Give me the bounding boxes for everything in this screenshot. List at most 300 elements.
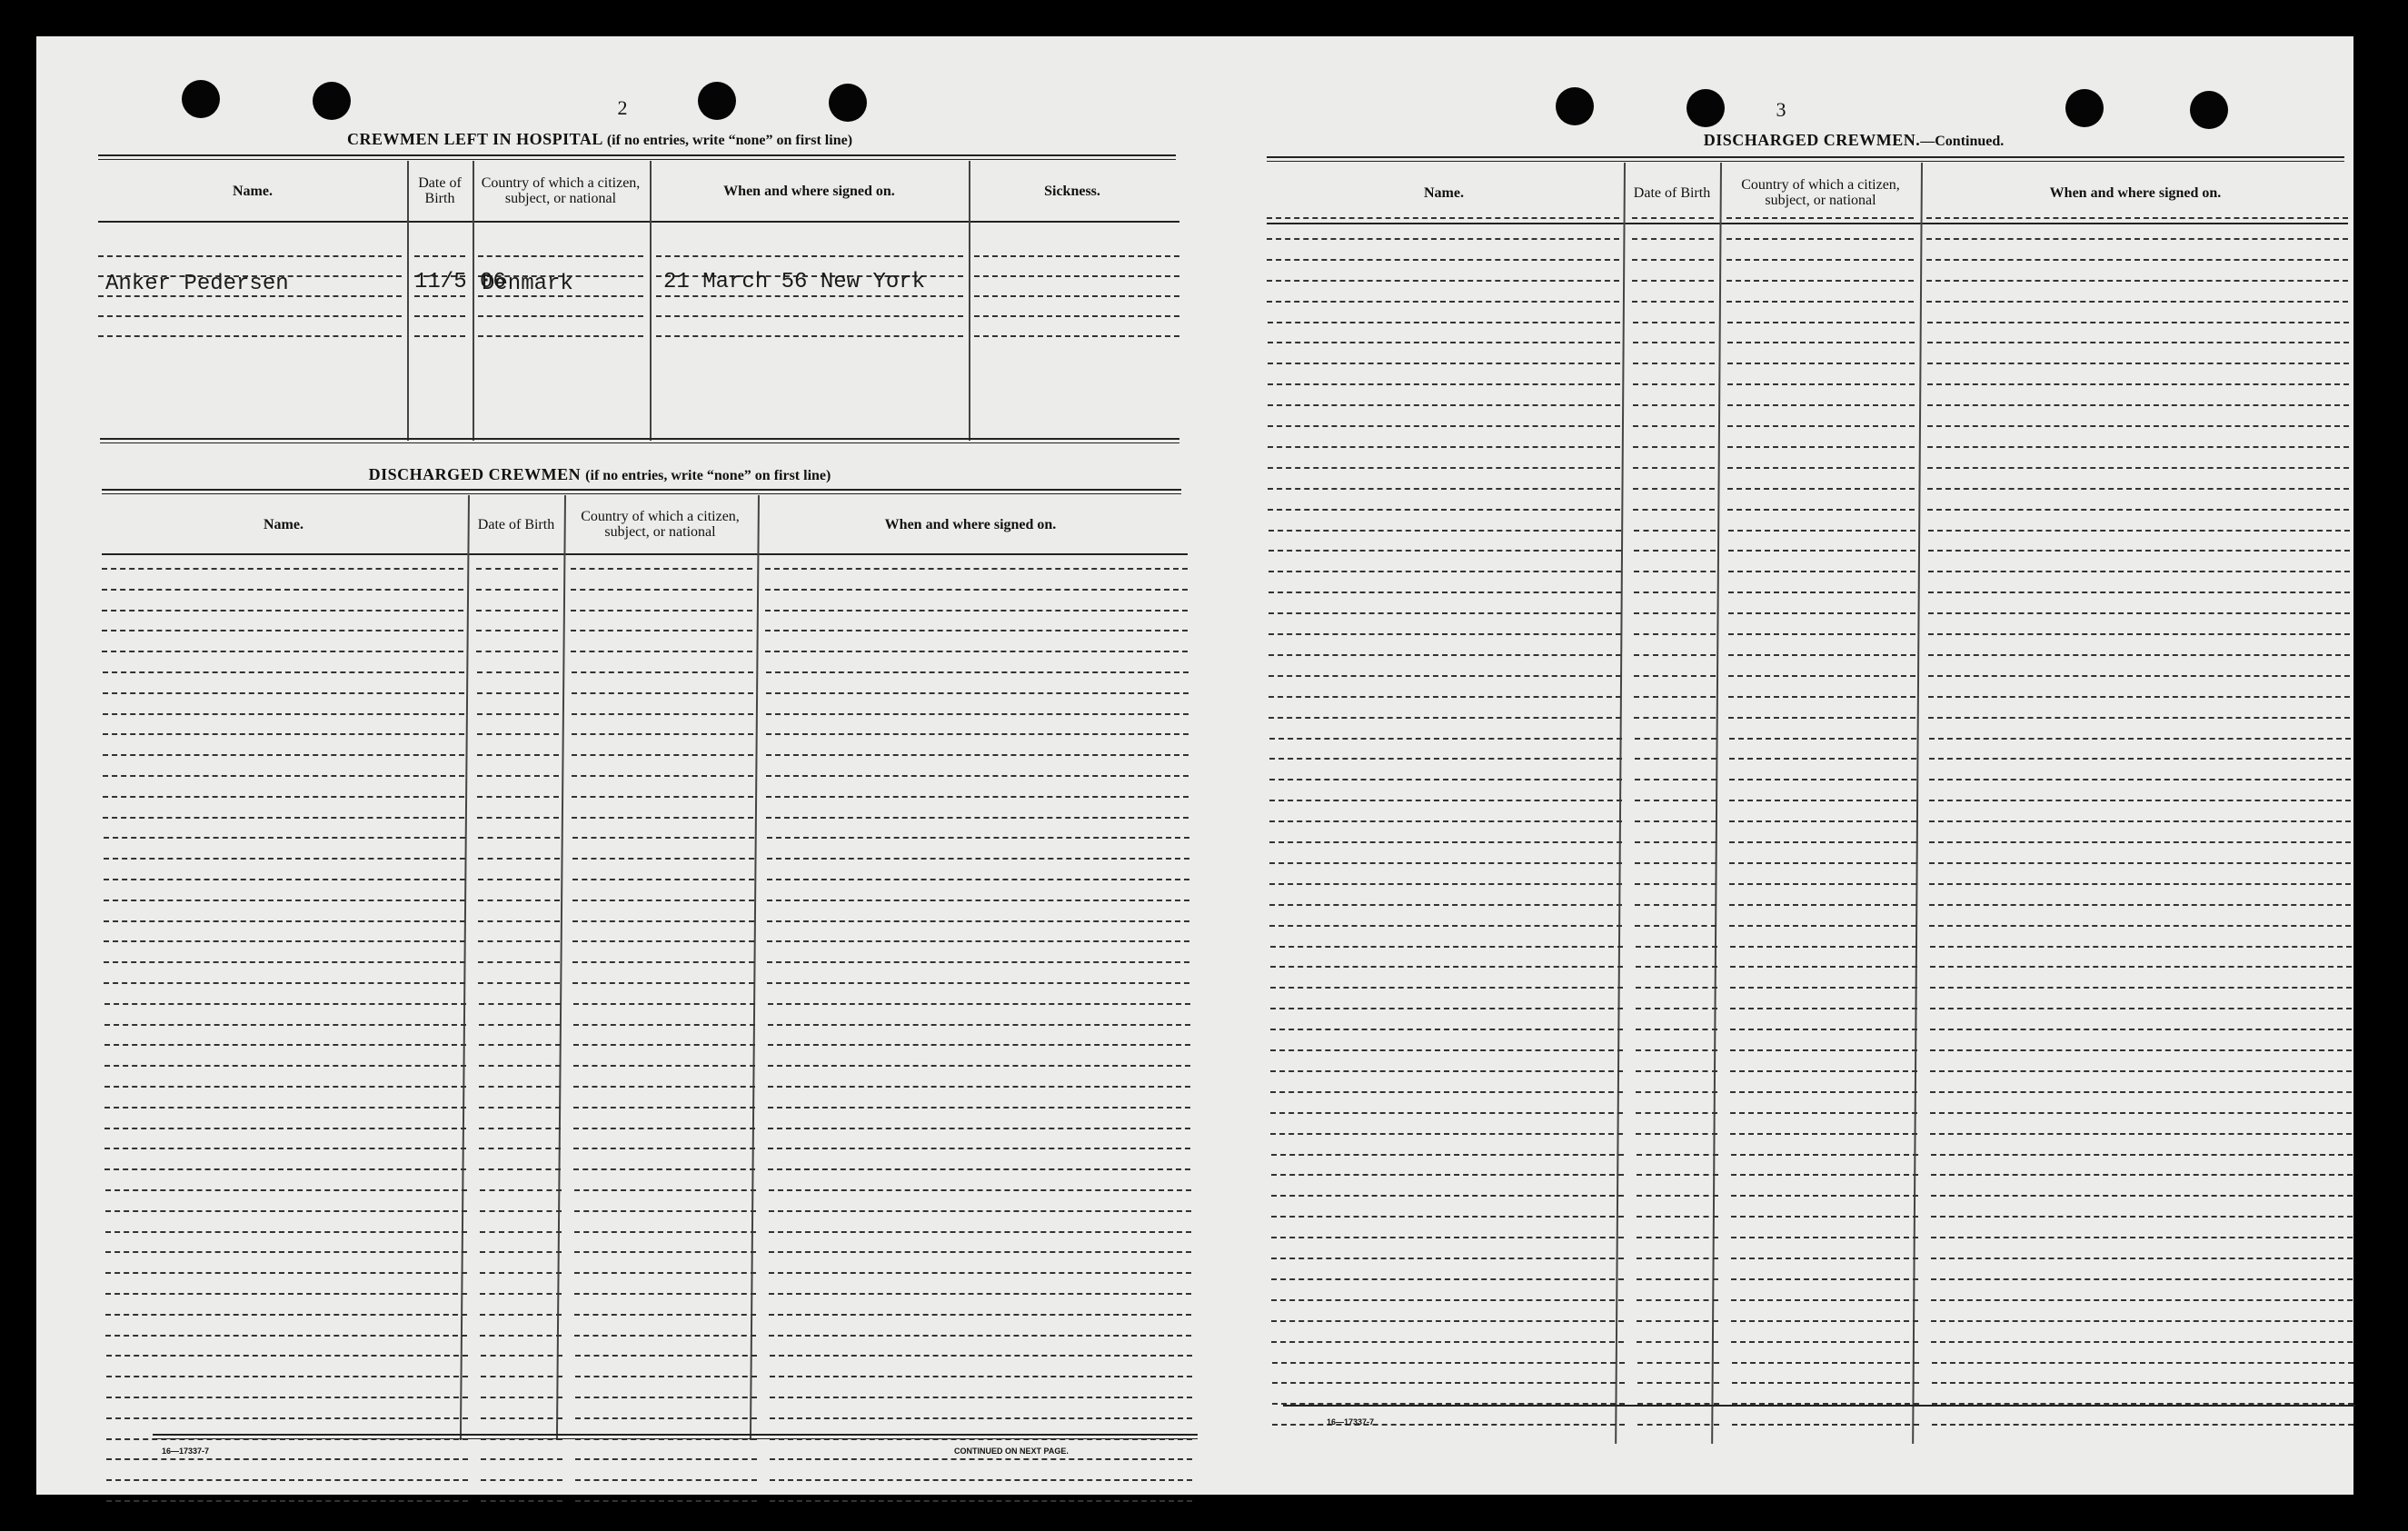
ledger-line (1928, 530, 2350, 532)
ledger-line (767, 982, 1189, 984)
ledger-line (1730, 1091, 1917, 1093)
hospital-signed-on: 21 March 56 New York (663, 270, 926, 294)
ledger-line (766, 775, 1189, 777)
ledger-line (1268, 488, 1620, 490)
header-rule (102, 553, 1188, 555)
ledger-line (98, 315, 402, 317)
ledger-line (1633, 446, 1715, 448)
ledger-line (1926, 301, 2348, 303)
ledger-line (1269, 883, 1622, 885)
ledger-line (572, 754, 753, 756)
ledger-line (103, 775, 464, 777)
ledger-line (479, 1107, 561, 1108)
ledger-line (1268, 322, 1620, 323)
ledger-line (1271, 1258, 1624, 1259)
ledger-line (481, 1500, 562, 1502)
ledger-line (572, 900, 754, 901)
ledger-line (1930, 1112, 2352, 1114)
ledger-line (1926, 259, 2348, 261)
ledger-line (1271, 1278, 1624, 1280)
ledger-line (1270, 946, 1623, 948)
ledger-line (766, 817, 1189, 819)
ledger-line (480, 1272, 562, 1274)
ledger-line (1637, 1341, 1718, 1343)
ledger-line (572, 733, 753, 735)
ledger-line (1728, 717, 1915, 719)
ledger-line (575, 1458, 757, 1460)
ledger-line (1633, 322, 1715, 323)
column-header: Name. (233, 183, 273, 199)
ledger-line (105, 1293, 467, 1295)
ledger-line (478, 255, 643, 257)
ledger-line (414, 335, 465, 337)
ledger-line (1636, 946, 1717, 948)
ledger-line (104, 1107, 466, 1108)
ledger-line (1268, 363, 1620, 364)
ledger-line (1269, 654, 1621, 656)
ledger-line (478, 920, 560, 922)
column-divider (1711, 163, 1722, 1444)
column-divider (750, 495, 760, 1440)
ledger-line (476, 568, 558, 570)
ledger-line (1729, 758, 1916, 760)
ledger-line (767, 961, 1189, 963)
ledger-line (656, 255, 963, 257)
ledger-line (1931, 1174, 2353, 1176)
ledger-line (1635, 904, 1716, 906)
ledger-line (1270, 1091, 1623, 1093)
ledger-line (1271, 1320, 1624, 1322)
hospital-section-title: CREWMEN LEFT IN HOSPITAL (if no entries, write “none” on first line) (346, 130, 853, 148)
ledger-line (1267, 259, 1619, 261)
ledger-line (572, 796, 753, 798)
ledger-line (571, 651, 752, 652)
ledger-line (1728, 612, 1915, 614)
ledger-line (572, 775, 753, 777)
ledger-line (1635, 738, 1716, 740)
ledger-line (1929, 738, 2351, 740)
ledger-line (1633, 383, 1715, 385)
ledger-line (1634, 550, 1716, 552)
ledger-line (1636, 1070, 1717, 1072)
ledger-line (1637, 1382, 1719, 1384)
ledger-line (1637, 1424, 1719, 1426)
ledger-line (1271, 1195, 1624, 1197)
ledger-line (572, 879, 754, 880)
ledger-line (1269, 925, 1622, 927)
ledger-line (1268, 383, 1620, 385)
ledger-line (766, 754, 1189, 756)
ledger-line (770, 1458, 1192, 1460)
ledger-line (478, 858, 560, 860)
ledger-line (1727, 404, 1915, 406)
ledger-line (104, 1044, 466, 1046)
ledger-line (767, 879, 1189, 880)
ledger-line (770, 1500, 1192, 1502)
ledger-line (477, 671, 559, 673)
ledger-line (1635, 758, 1716, 760)
ledger-line (1930, 946, 2352, 948)
ledger-line (1928, 717, 2350, 719)
ledger-line (1632, 280, 1714, 282)
ledger-line (104, 1168, 466, 1170)
ledger-line (1731, 1341, 1918, 1343)
punch-hole (1687, 89, 1725, 127)
ledger-line (767, 940, 1189, 942)
ledger-line (575, 1500, 757, 1502)
ledger-line (766, 713, 1189, 715)
ledger-line (480, 1210, 562, 1212)
ledger-line (105, 1231, 467, 1233)
hospital-dob: 11/5 06 (414, 270, 506, 294)
ledger-line (574, 1272, 756, 1274)
ledger-line (1930, 1029, 2352, 1030)
ledger-line (1633, 342, 1715, 343)
ledger-line (1928, 612, 2350, 614)
column-header: When and where signed on. (2049, 184, 2222, 201)
ledger-line (104, 1003, 466, 1005)
section-rule (100, 438, 1179, 443)
ledger-line (572, 920, 754, 922)
ledger-line (1731, 1237, 1918, 1238)
ledger-line (478, 940, 560, 942)
ledger-line (1636, 1091, 1717, 1093)
ledger-line (768, 1044, 1190, 1046)
ledger-line (1633, 404, 1715, 406)
ledger-line (573, 1086, 755, 1088)
hospital-name: Anker Pedersen (105, 272, 289, 296)
ledger-line (1267, 217, 1619, 219)
ledger-line (1634, 717, 1716, 719)
ledger-line (1930, 1049, 2352, 1051)
ledger-line (1929, 841, 2351, 843)
ledger-line (572, 940, 754, 942)
ledger-line (1928, 550, 2350, 552)
column-header: Name. (1424, 184, 1464, 201)
ledger-line (1730, 1070, 1917, 1072)
ledger-line (1637, 1299, 1718, 1301)
ledger-line (478, 900, 560, 901)
ledger-line (1732, 1362, 1919, 1364)
ledger-line (476, 630, 558, 631)
ledger-line (1731, 1154, 1918, 1156)
ledger-line (414, 295, 465, 297)
ledger-line (477, 754, 559, 756)
column-divider (556, 495, 566, 1440)
ledger-line (765, 630, 1188, 631)
ledger-line (1267, 280, 1619, 282)
ledger-line (766, 671, 1189, 673)
ledger-line (1927, 404, 2349, 406)
ledger-line (481, 1397, 562, 1398)
column-header: Country of which a citizen, subject, or national (481, 175, 641, 206)
ledger-line (1927, 467, 2349, 469)
ledger-line (1726, 301, 1914, 303)
ledger-line (574, 1314, 756, 1316)
ledger-line (1729, 820, 1916, 822)
ledger-line (106, 1479, 468, 1481)
column-header: When and where signed on. (723, 183, 895, 199)
ledger-line (106, 1355, 468, 1357)
ledger-line (1931, 1258, 2353, 1259)
ledger-line (1929, 862, 2351, 864)
ledger-line (478, 315, 643, 317)
ledger-line (1634, 696, 1716, 698)
ledger-line (574, 1231, 756, 1233)
ledger-line (1270, 987, 1623, 989)
ledger-line (768, 1107, 1190, 1108)
ledger-line (1636, 966, 1717, 968)
ledger-line (1271, 1174, 1624, 1176)
column-divider (650, 161, 652, 441)
hospital-country: Denmark (482, 272, 573, 296)
ledger-line (1728, 550, 1915, 552)
ledger-line (104, 940, 465, 942)
ledger-line (770, 1355, 1192, 1357)
ledger-line (571, 630, 752, 631)
ledger-line (481, 1458, 562, 1460)
punch-hole (2190, 91, 2228, 129)
ledger-line (571, 589, 752, 591)
ledger-line (1929, 779, 2351, 780)
ledger-line (1271, 1216, 1624, 1218)
column-divider (473, 161, 474, 441)
ledger-line (104, 1086, 466, 1088)
discharged-section-title: DISCHARGED CREWMEN (if no entries, write “none” on first line) (368, 465, 831, 483)
ledger-line (1927, 509, 2349, 511)
ledger-line (974, 255, 1179, 257)
ledger-line (1929, 883, 2351, 885)
ledger-line (769, 1335, 1191, 1337)
ledger-line (574, 1293, 756, 1295)
column-divider (1615, 163, 1626, 1444)
section-rule (1267, 156, 2344, 162)
ledger-line (1637, 1174, 1718, 1176)
ledger-line (106, 1458, 468, 1460)
punch-hole (829, 84, 867, 122)
ledger-line (1269, 738, 1622, 740)
column-header: Date of Birth (477, 516, 555, 532)
ledger-line (1728, 571, 1915, 572)
ledger-line (1272, 1424, 1625, 1426)
ledger-line (1269, 571, 1621, 572)
ledger-line (1730, 1112, 1917, 1114)
discharged-continued-title: DISCHARGED CREWMEN.—Continued. (1703, 131, 2005, 149)
ledger-line (479, 1128, 561, 1129)
ledger-line (1632, 259, 1714, 261)
ledger-line (1269, 904, 1622, 906)
ledger-line (573, 1128, 755, 1129)
ledger-line (769, 1293, 1191, 1295)
ledger-line (1635, 862, 1716, 864)
ledger-line (767, 920, 1189, 922)
ledger-line (103, 754, 464, 756)
ledger-line (765, 610, 1188, 611)
ledger-line (1927, 383, 2349, 385)
ledger-line (103, 692, 464, 694)
punch-hole (182, 80, 220, 118)
ledger-line (1926, 217, 2348, 219)
ledger-line (574, 1251, 756, 1253)
ledger-line (1729, 800, 1916, 801)
ledger-line (1270, 1008, 1623, 1009)
ledger-line (1931, 1154, 2353, 1156)
ledger-line (1268, 425, 1620, 427)
ledger-line (1728, 654, 1915, 656)
ledger-line (1634, 592, 1716, 593)
ledger-line (1636, 1049, 1717, 1051)
ledger-line (1268, 509, 1620, 511)
ledger-line (480, 1314, 562, 1316)
ledger-line (476, 651, 558, 652)
ledger-line (477, 713, 559, 715)
ledger-line (573, 1107, 755, 1108)
ledger-line (768, 1003, 1190, 1005)
ledger-line (1635, 883, 1716, 885)
ledger-line (770, 1417, 1192, 1419)
ledger-line (1634, 612, 1716, 614)
ledger-line (105, 1251, 467, 1253)
ledger-line (1729, 779, 1916, 780)
ledger-line (1637, 1237, 1718, 1238)
ledger-line (1731, 1216, 1918, 1218)
ledger-line (1634, 654, 1716, 656)
ledger-line (104, 961, 465, 963)
ledger-line (1268, 446, 1620, 448)
ledger-line (1727, 322, 1915, 323)
ledger-line (480, 1251, 562, 1253)
ledger-line (1727, 488, 1915, 490)
ledger-line (1932, 1424, 2353, 1426)
ledger-line (1926, 238, 2348, 240)
ledger-line (106, 1397, 468, 1398)
ledger-line (1632, 217, 1714, 219)
punch-hole (1556, 87, 1594, 125)
ledger-line (575, 1397, 757, 1398)
ledger-line (1635, 800, 1716, 801)
ledger-line (767, 858, 1189, 860)
ledger-line (1727, 383, 1915, 385)
ledger-line (1931, 1299, 2353, 1301)
ledger-line (1731, 1320, 1918, 1322)
ledger-line (479, 1086, 561, 1088)
ledger-line (1931, 1341, 2353, 1343)
ledger-line (1269, 675, 1621, 677)
ledger-line (1932, 1382, 2353, 1384)
ledger-line (571, 610, 752, 611)
ledger-line (769, 1210, 1191, 1212)
ledger-line (105, 1210, 467, 1212)
ledger-line (479, 1065, 561, 1067)
ledger-line (480, 1293, 562, 1295)
ledger-line (770, 1479, 1192, 1481)
ledger-line (104, 920, 465, 922)
ledger-line (574, 1335, 756, 1337)
ledger-line (770, 1376, 1192, 1377)
ledger-line (1634, 675, 1716, 677)
ledger-line (478, 961, 560, 963)
ledger-line (478, 837, 560, 839)
ledger-line (1730, 946, 1917, 948)
column-header: Date of Birth (1633, 184, 1711, 201)
ledger-line (1930, 1133, 2352, 1135)
ledger-line (477, 692, 559, 694)
ledger-line (1635, 820, 1716, 822)
ledger-line (103, 671, 464, 673)
ledger-line (974, 295, 1179, 297)
ledger-line (575, 1417, 757, 1419)
ledger-line (105, 1272, 467, 1274)
ledger-line (1929, 904, 2351, 906)
ledger-line (1928, 675, 2350, 677)
ledger-line (1929, 820, 2351, 822)
ledger-line (1731, 1299, 1918, 1301)
ledger-line (1928, 633, 2350, 635)
form-number: 16—17337-7 (162, 1446, 210, 1456)
section-rule (98, 154, 1176, 160)
ledger-line (1636, 1112, 1717, 1114)
ledger-line (574, 1189, 756, 1191)
ledger-line (1928, 654, 2350, 656)
ledger-line (481, 1417, 562, 1419)
ledger-line (1634, 530, 1716, 532)
ledger-line (572, 858, 754, 860)
ledger-line (770, 1397, 1192, 1398)
ledger-line (103, 733, 464, 735)
ledger-line (766, 796, 1189, 798)
ledger-line (1272, 1362, 1625, 1364)
ledger-line (1729, 925, 1916, 927)
ledger-line (479, 1003, 561, 1005)
ledger-line (1927, 488, 2349, 490)
ledger-line (104, 1148, 466, 1149)
ledger-line (768, 1065, 1190, 1067)
ledger-line (414, 255, 465, 257)
column-divider (407, 161, 409, 441)
ledger-line (104, 879, 465, 880)
ledger-line (1730, 1049, 1917, 1051)
ledger-line (1928, 696, 2350, 698)
ledger-line (974, 315, 1179, 317)
ledger-line (1633, 488, 1715, 490)
ledger-line (1637, 1320, 1718, 1322)
ledger-line (1632, 238, 1714, 240)
ledger-line (575, 1355, 757, 1357)
ledger-line (1727, 446, 1915, 448)
ledger-line (104, 1065, 466, 1067)
ledger-line (1931, 1278, 2353, 1280)
ledger-line (1633, 425, 1715, 427)
ledger-line (1637, 1258, 1718, 1259)
ledger-line (1269, 592, 1621, 593)
continued-note: CONTINUED ON NEXT PAGE. (954, 1446, 1069, 1456)
ledger-line (1637, 1195, 1718, 1197)
ledger-line (1267, 301, 1619, 303)
ledger-line (1271, 1299, 1624, 1301)
ledger-line (1727, 509, 1915, 511)
ledger-line (1932, 1362, 2353, 1364)
ledger-line (1730, 1029, 1917, 1030)
ledger-line (104, 1024, 466, 1026)
ledger-line (1728, 675, 1915, 677)
punch-hole (313, 82, 351, 120)
ledger-line (1267, 238, 1619, 240)
ledger-line (105, 1314, 467, 1316)
page-number: 2 (617, 96, 628, 119)
ledger-line (104, 900, 465, 901)
ledger-line (479, 1024, 561, 1026)
ledger-line (1636, 1008, 1717, 1009)
